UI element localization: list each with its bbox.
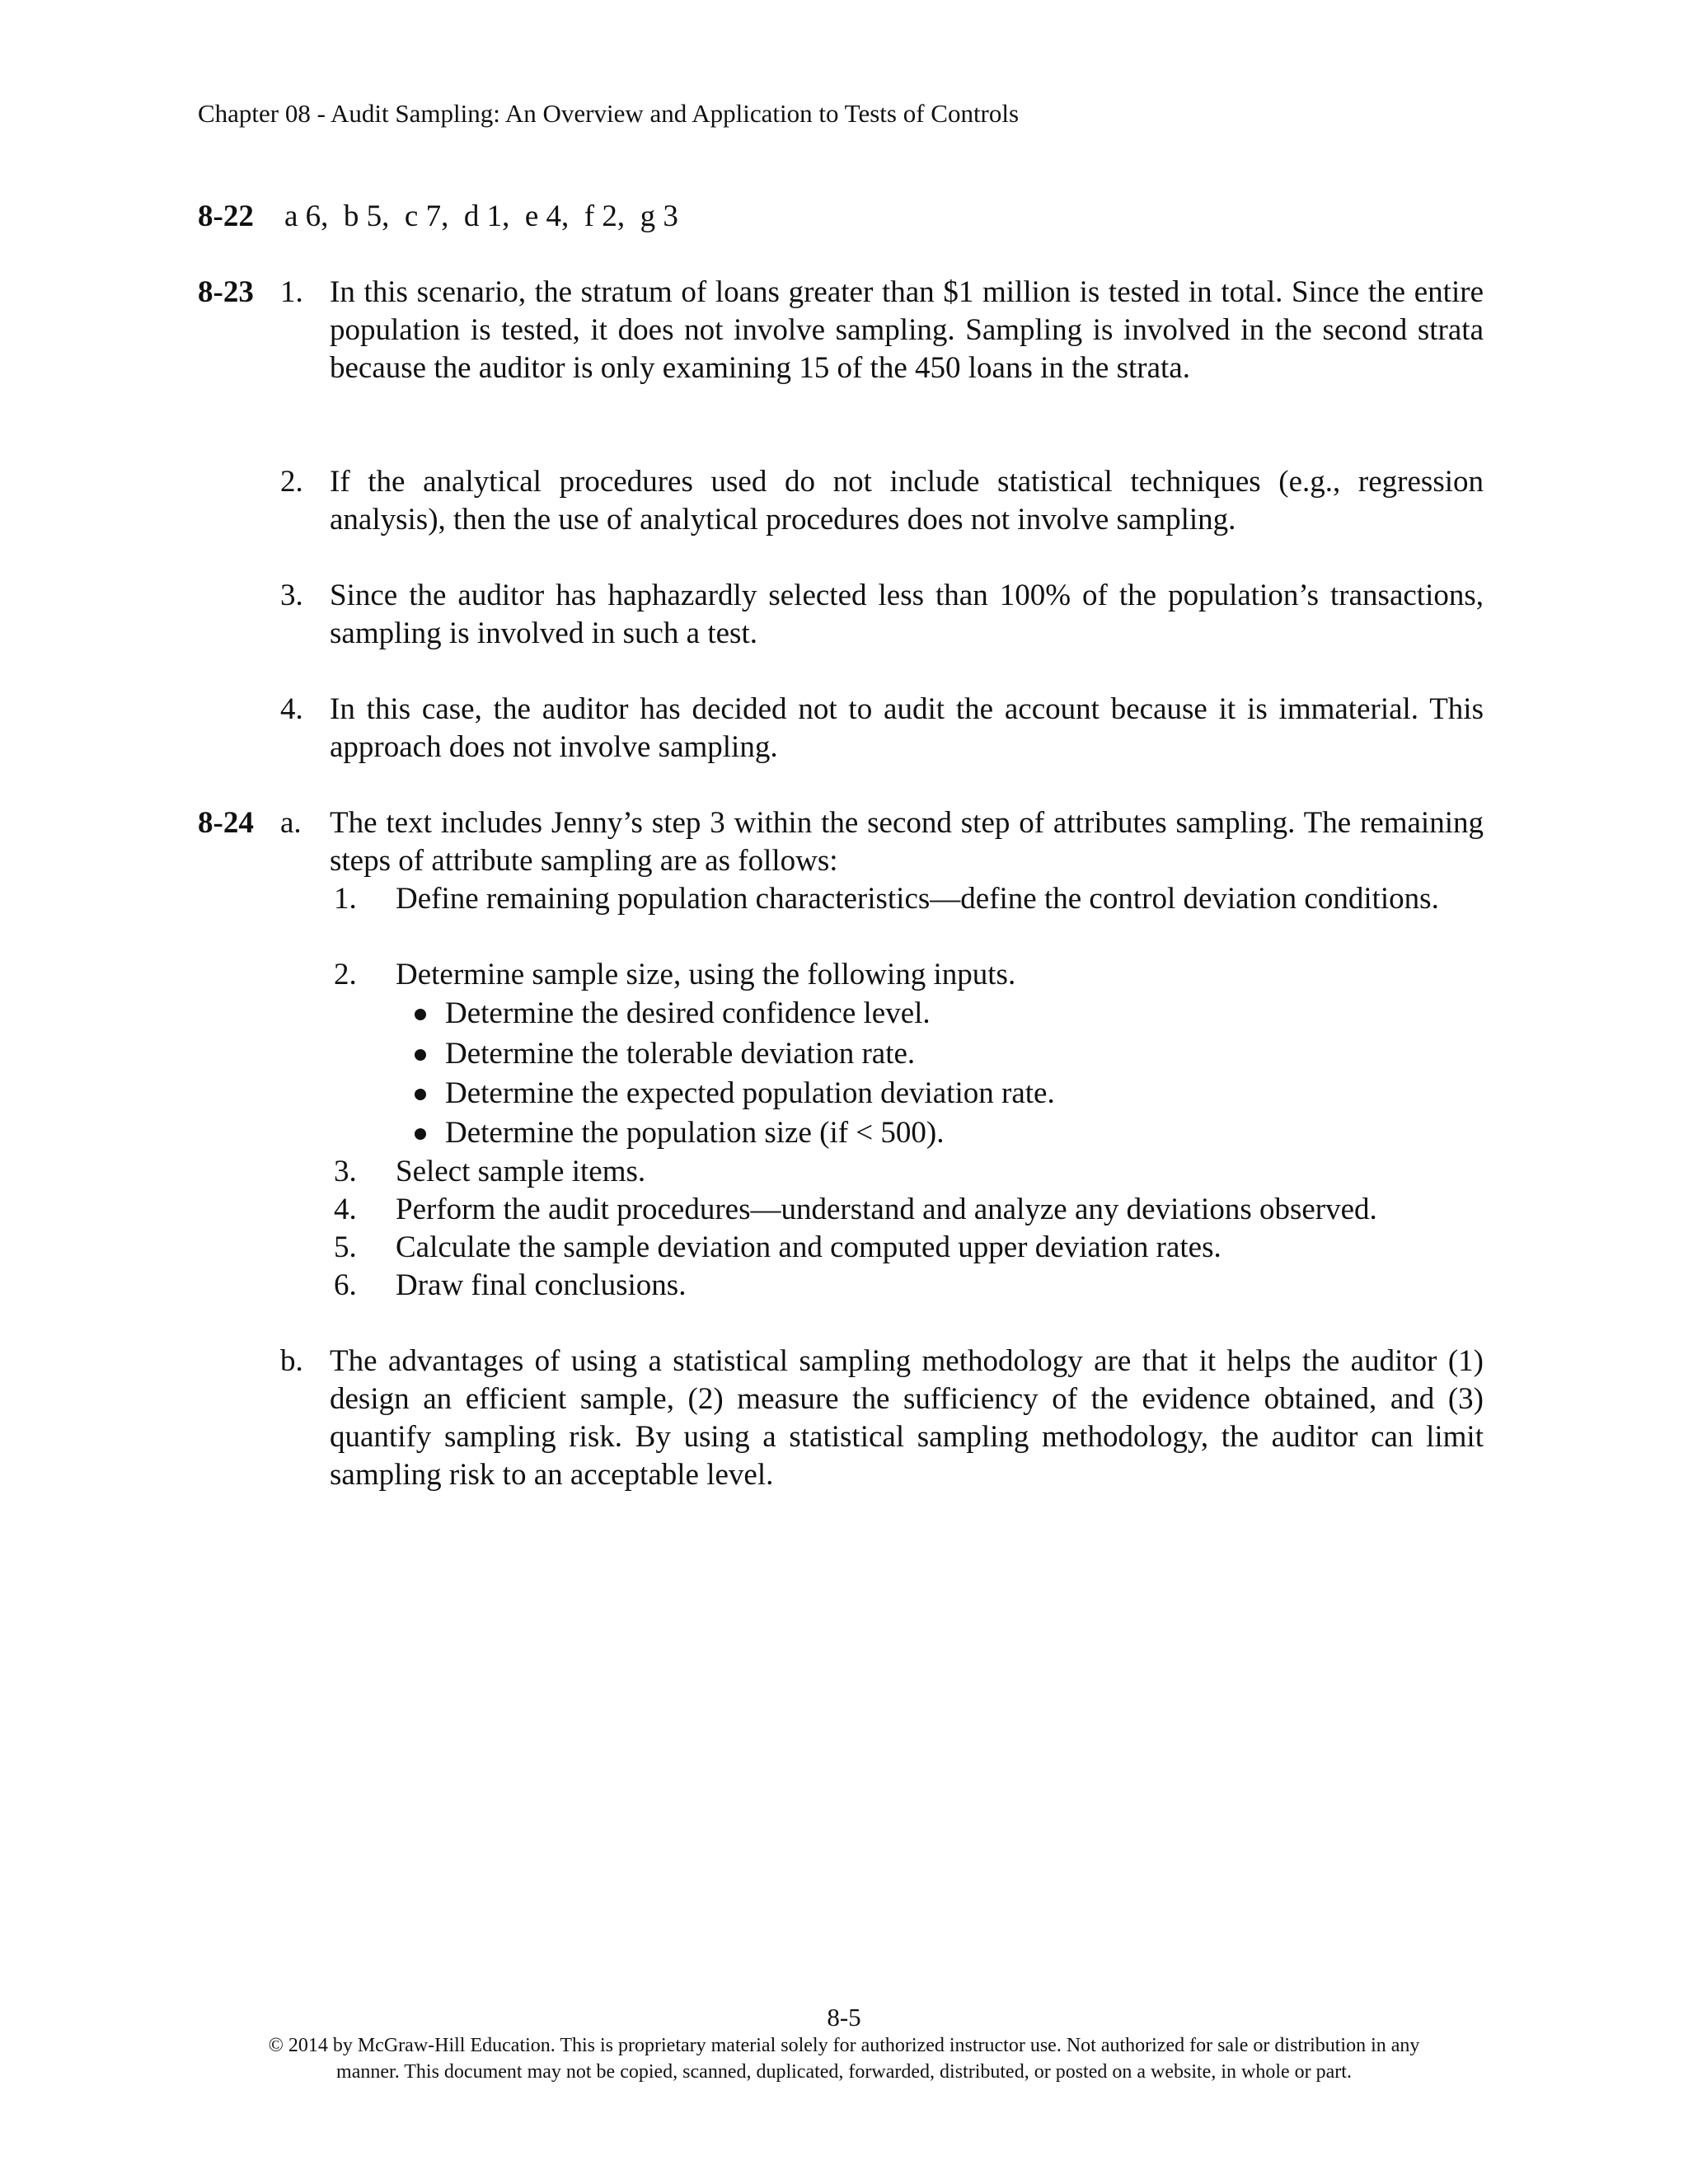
page-header: Chapter 08 - Audit Sampling: An Overview and Application to Tests of Controls — [198, 99, 1020, 128]
part-text: The advantages of using a statistical sampling methodology are that it helps the auditor (1) design an efficient sample, (2) measure the sufficiency of the evidence obtained, and (3) quantify sampling risk. By using a statistical sampling methodology, the auditor can limit sampling risk to an acceptable level. — [330, 1344, 1484, 1492]
step-6 — [334, 1267, 1484, 1305]
item-marker: 2. — [280, 465, 303, 499]
input-bullet-4 — [396, 1114, 1484, 1152]
answer-8-22: a 6, b 5, c 7, d 1, e 4, f 2, g 3 — [284, 199, 678, 233]
step-3 — [334, 1153, 1484, 1191]
step-5 — [334, 1229, 1484, 1267]
item-marker: 3. — [280, 579, 303, 612]
answer-8-24-part-b — [280, 1343, 1484, 1494]
item-text: In this case, the auditor has decided not to audit the account because it is immaterial. This approach does not involve sampling. — [330, 692, 1484, 764]
item-marker: 4. — [280, 692, 303, 726]
step-text: Determine sample size, using the following inputs. — [396, 958, 1016, 991]
part-marker: b. — [280, 1344, 303, 1378]
part-marker: a. — [280, 806, 302, 840]
problem-number-8-24: 8-24 — [198, 806, 254, 840]
step-marker: 4. — [334, 1193, 357, 1226]
step-marker: 6. — [334, 1268, 357, 1302]
bullet-icon — [396, 1114, 445, 1152]
step-marker: 2. — [334, 958, 357, 991]
page-number: 8-5 — [827, 2003, 861, 2032]
input-bullet-1 — [396, 995, 1484, 1033]
step-text: Define remaining population characteristics—define the control deviation conditions. — [396, 882, 1439, 916]
bullet-icon — [396, 1035, 445, 1073]
part-text: The text includes Jenny’s step 3 within the second step of attributes sampling. The remaining steps of attribute sampling are as follows: — [330, 806, 1484, 878]
problem-number-8-23: 8-23 — [198, 275, 254, 309]
item-text: In this scenario, the stratum of loans greater than $1 million is tested in total. Since the entire population is tested, it does not involve sampling. Sampling is involved in the second strata because the auditor is only examining 15 of the 450 loans in the strata. — [330, 275, 1484, 385]
copyright-line-1: © 2014 by McGraw-Hill Education. This is proprietary material solely for authorized instructor use. Not authorized for sale or distribution in any — [268, 2035, 1420, 2056]
bullet-text: Determine the desired confidence level. — [445, 996, 931, 1030]
item-text: If the analytical procedures used do not include statistical techniques (e.g., regression analysis), then the use of analytical procedures does not involve sampling. — [330, 465, 1484, 537]
bullet-text: Determine the tolerable deviation rate. — [445, 1037, 916, 1071]
bullet-icon — [396, 995, 445, 1033]
step-text: Perform the audit procedures—understand and analyze any deviations observed. — [396, 1193, 1377, 1226]
step-2 — [334, 956, 1484, 994]
item-marker: 1. — [280, 275, 303, 309]
answer-8-23-item-4 — [280, 691, 1484, 766]
copyright-line-2: manner. This document may not be copied, scanned, duplicated, forwarded, distributed, or posted on a website, in whole or part. — [336, 2061, 1352, 2083]
answer-8-23-item-1 — [280, 274, 1484, 387]
input-bullet-2 — [396, 1035, 1484, 1073]
step-text: Draw final conclusions. — [396, 1268, 687, 1302]
bullet-text: Determine the expected population deviation rate. — [445, 1076, 1055, 1110]
bullet-text: Determine the population size (if < 500). — [445, 1116, 945, 1150]
step-marker: 5. — [334, 1230, 357, 1264]
step-marker: 1. — [334, 882, 357, 916]
answer-8-23-item-3 — [280, 577, 1484, 653]
step-text: Calculate the sample deviation and computed upper deviation rates. — [396, 1230, 1221, 1264]
step-1 — [334, 880, 1484, 918]
step-marker: 3. — [334, 1155, 357, 1188]
bullet-icon — [396, 1075, 445, 1113]
copyright-notice — [165, 2032, 1523, 2085]
answer-8-24-part-a — [280, 804, 1484, 880]
step-text: Select sample items. — [396, 1155, 646, 1188]
item-text: Since the auditor has haphazardly selected less than 100% of the population’s transactions, sampling is involved in such a test. — [330, 579, 1484, 650]
problem-number-8-22: 8-22 — [198, 199, 254, 233]
answer-8-23-item-2 — [280, 463, 1484, 539]
step-4 — [334, 1191, 1484, 1229]
input-bullet-3 — [396, 1075, 1484, 1113]
